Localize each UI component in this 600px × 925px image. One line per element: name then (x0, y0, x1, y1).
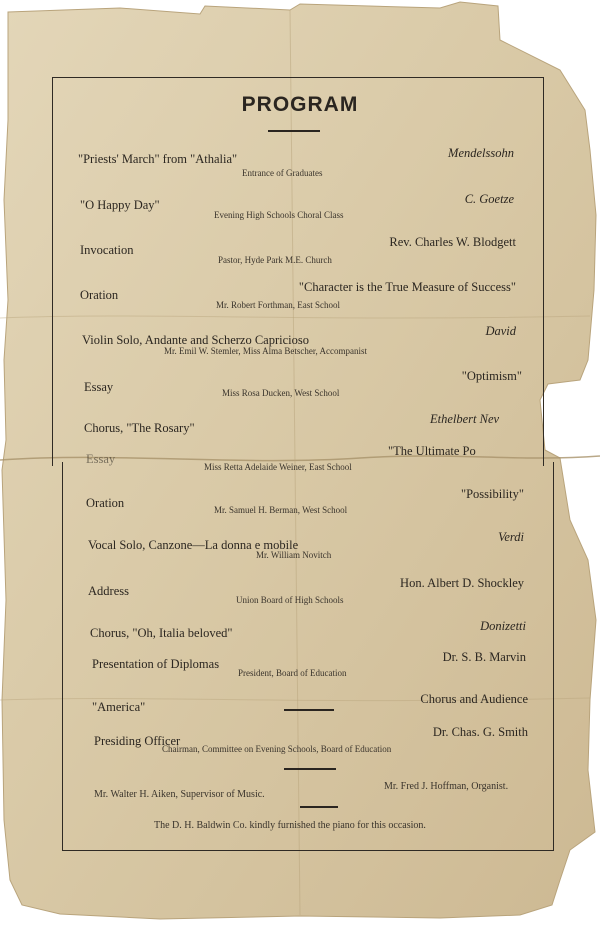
item-detail: Pastor, Hyde Park M.E. Church (218, 255, 332, 265)
item-topic: "The Ultimate Po (388, 444, 476, 458)
item-detail: Union Board of High Schools (236, 595, 344, 605)
item-detail: Mr. William Novitch (256, 550, 332, 560)
item-detail: Entrance of Graduates (242, 168, 323, 178)
piano-acknowledgement: The D. H. Baldwin Co. kindly furnished the piano for this occasion. (154, 820, 426, 831)
item-topic: "Possibility" (460, 487, 524, 501)
item-title: Oration (80, 288, 119, 302)
page-title: PROGRAM (241, 93, 359, 116)
organist: Mr. Fred J. Hoffman, Organist. (384, 781, 509, 792)
item-title: Invocation (80, 243, 134, 257)
item-detail: President, Board of Education (238, 668, 347, 678)
presiding-label: Presiding Officer (94, 734, 181, 748)
item-composer: Verdi (498, 530, 524, 544)
item-title: "America" (92, 700, 146, 714)
item-title: Oration (86, 496, 125, 510)
item-title: Chorus, "The Rosary" (84, 421, 195, 435)
item-composer: Ethelbert Nev (430, 412, 500, 426)
item-title: Essay (84, 380, 114, 394)
item-speaker: Rev. Charles W. Blodgett (389, 235, 516, 249)
title-rule (268, 130, 320, 132)
presiding-name: Dr. Chas. G. Smith (432, 725, 528, 739)
item-composer: C. Goetze (464, 192, 514, 206)
item-topic: "Optimism" (461, 369, 522, 383)
item-title: Presentation of Diplomas (92, 657, 220, 671)
section-rule (284, 768, 336, 770)
item-title: Violin Solo, Andante and Scherzo Capricioso (82, 333, 309, 347)
item-speaker: Hon. Albert D. Shockley (400, 576, 524, 590)
item-detail: Mr. Samuel H. Berman, West School (214, 505, 348, 515)
item-detail: Miss Retta Adelaide Weiner, East School (204, 462, 352, 472)
section-rule (300, 806, 338, 808)
item-performer: Chorus and Audience (420, 692, 528, 706)
item-title: Address (88, 584, 129, 598)
item-title: Vocal Solo, Canzone—La donna e mobile (88, 538, 299, 552)
item-speaker: Dr. S. B. Marvin (442, 650, 526, 664)
item-title: "Priests' March" from "Athalia" (78, 152, 238, 166)
music-supervisor: Mr. Walter H. Aiken, Supervisor of Music. (94, 789, 265, 800)
presiding-detail: Chairman, Committee on Evening Schools, Board of Education (162, 744, 392, 754)
item-title: "O Happy Day" (80, 198, 160, 212)
item-title: Chorus, "Oh, Italia beloved" (90, 626, 233, 640)
section-rule (284, 709, 334, 711)
item-composer: Donizetti (480, 619, 526, 633)
item-detail: Evening High Schools Choral Class (214, 210, 344, 220)
item-composer: Mendelssohn (448, 146, 514, 160)
border-frame-upper (52, 77, 544, 466)
item-detail: Mr. Robert Forthman, East School (216, 300, 340, 310)
item-composer: David (485, 324, 516, 338)
item-title: Essay (86, 452, 116, 466)
item-topic: "Character is the True Measure of Success" (298, 280, 516, 294)
item-detail: Miss Rosa Ducken, West School (222, 388, 340, 398)
item-detail: Mr. Emil W. Stemler, Miss Alma Betscher, Accompanist (164, 346, 368, 356)
